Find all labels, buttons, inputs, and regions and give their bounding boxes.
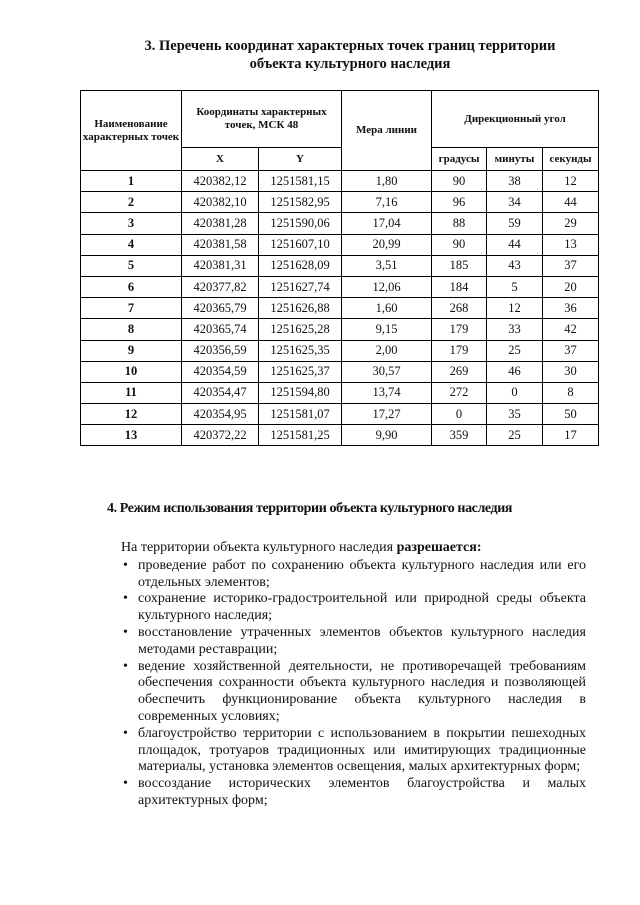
line-length: 13,74 xyxy=(342,382,432,403)
line-length: 2,00 xyxy=(342,340,432,361)
line-length: 12,06 xyxy=(342,276,432,297)
line-length: 1,60 xyxy=(342,298,432,319)
section-3-title xyxy=(100,37,600,73)
coord-x: 420372,22 xyxy=(182,425,259,446)
angle-degrees: 185 xyxy=(432,255,487,276)
angle-minutes: 0 xyxy=(487,382,543,403)
table-row xyxy=(81,425,599,446)
point-number: 9 xyxy=(81,340,182,361)
coord-x: 420354,59 xyxy=(182,361,259,382)
intro-text: На территории объекта культурного наследия xyxy=(121,540,397,555)
angle-seconds: 13 xyxy=(543,234,599,255)
line-length: 7,16 xyxy=(342,192,432,213)
coord-y: 1251626,88 xyxy=(259,298,342,319)
coord-y: 1251582,95 xyxy=(259,192,342,213)
angle-degrees: 269 xyxy=(432,361,487,382)
line-length: 20,99 xyxy=(342,234,432,255)
header-direction-angle: Дирекционный угол xyxy=(432,91,599,148)
point-number: 12 xyxy=(81,404,182,425)
coord-x: 420381,31 xyxy=(182,255,259,276)
table-row xyxy=(81,298,599,319)
angle-seconds: 50 xyxy=(543,404,599,425)
angle-minutes: 46 xyxy=(487,361,543,382)
list-item: • восстановление утраченных элементов объектов культурного наследия методами реставрации; xyxy=(138,625,586,659)
section-4-title: 4. Режим использования территории объекта культурного наследия xyxy=(107,501,513,516)
table-row xyxy=(81,276,599,297)
list-item: • сохранение историко-градостроительной или природной среды объекта культурного наследия; xyxy=(138,591,586,625)
list-item: • проведение работ по сохранению объекта культурного наследия или его отдельных элементов; xyxy=(138,558,586,592)
coord-y: 1251594,80 xyxy=(259,382,342,403)
coord-x: 420354,47 xyxy=(182,382,259,403)
angle-seconds: 42 xyxy=(543,319,599,340)
table-row xyxy=(81,213,599,234)
angle-minutes: 34 xyxy=(487,192,543,213)
table-row xyxy=(81,382,599,403)
point-number: 8 xyxy=(81,319,182,340)
point-number: 2 xyxy=(81,192,182,213)
coord-x: 420354,95 xyxy=(182,404,259,425)
coord-x: 420365,74 xyxy=(182,319,259,340)
intro-bold: разрешается: xyxy=(396,540,482,555)
line-length: 9,15 xyxy=(342,319,432,340)
table-row xyxy=(81,361,599,382)
point-number: 10 xyxy=(81,361,182,382)
angle-degrees: 90 xyxy=(432,171,487,192)
header-coordinates: Координаты характерных точек, МСК 48 xyxy=(182,91,342,148)
header-degrees: градусы xyxy=(432,148,487,171)
section-4-body xyxy=(121,540,586,810)
angle-degrees: 184 xyxy=(432,276,487,297)
list-item: • ведение хозяйственной деятельности, не противоречащей требованиям обеспечения сохранности объекта культурного наследия и позволяющей обеспечить функционирование объекта культурного наследия в современных условиях; xyxy=(138,659,586,726)
point-number: 7 xyxy=(81,298,182,319)
coord-y: 1251628,09 xyxy=(259,255,342,276)
coord-y: 1251625,35 xyxy=(259,340,342,361)
angle-seconds: 12 xyxy=(543,171,599,192)
coord-x: 420381,58 xyxy=(182,234,259,255)
line-length: 3,51 xyxy=(342,255,432,276)
coord-x: 420382,12 xyxy=(182,171,259,192)
section-3-title-line1: 3. Перечень координат характерных точек границ территории xyxy=(144,38,556,54)
coord-x: 420377,82 xyxy=(182,276,259,297)
angle-degrees: 179 xyxy=(432,319,487,340)
coord-y: 1251625,28 xyxy=(259,319,342,340)
line-length: 30,57 xyxy=(342,361,432,382)
angle-seconds: 8 xyxy=(543,382,599,403)
angle-degrees: 96 xyxy=(432,192,487,213)
coord-y: 1251625,37 xyxy=(259,361,342,382)
point-number: 6 xyxy=(81,276,182,297)
angle-seconds: 37 xyxy=(543,340,599,361)
coord-x: 420365,79 xyxy=(182,298,259,319)
angle-seconds: 17 xyxy=(543,425,599,446)
angle-seconds: 29 xyxy=(543,213,599,234)
header-minutes: минуты xyxy=(487,148,543,171)
section-3-title-line2: объекта культурного наследия xyxy=(249,56,451,72)
angle-seconds: 20 xyxy=(543,276,599,297)
table-row xyxy=(81,234,599,255)
table-row xyxy=(81,404,599,425)
angle-degrees: 0 xyxy=(432,404,487,425)
point-number: 5 xyxy=(81,255,182,276)
coord-y: 1251627,74 xyxy=(259,276,342,297)
list-item: • благоустройство территории с использованием в покрытии пешеходных площадок, тротуаров традиционных или имитирующих традиционные материалы, установка элементов освещения, малых архитектурных форм; xyxy=(138,726,586,776)
angle-minutes: 12 xyxy=(487,298,543,319)
angle-minutes: 35 xyxy=(487,404,543,425)
point-number: 1 xyxy=(81,171,182,192)
header-seconds: секунды xyxy=(543,148,599,171)
coord-y: 1251607,10 xyxy=(259,234,342,255)
angle-minutes: 25 xyxy=(487,340,543,361)
line-length: 1,80 xyxy=(342,171,432,192)
angle-minutes: 38 xyxy=(487,171,543,192)
coord-y: 1251581,07 xyxy=(259,404,342,425)
angle-degrees: 90 xyxy=(432,234,487,255)
angle-seconds: 37 xyxy=(543,255,599,276)
table-row xyxy=(81,192,599,213)
angle-degrees: 179 xyxy=(432,340,487,361)
angle-seconds: 44 xyxy=(543,192,599,213)
angle-degrees: 272 xyxy=(432,382,487,403)
header-point-name: Наименование характерных точек xyxy=(81,91,182,171)
permitted-activities-list xyxy=(121,558,586,810)
header-line-length: Мера линии xyxy=(342,91,432,171)
coord-y: 1251590,06 xyxy=(259,213,342,234)
table-row xyxy=(81,171,599,192)
header-y: Y xyxy=(259,148,342,171)
point-number: 4 xyxy=(81,234,182,255)
point-number: 3 xyxy=(81,213,182,234)
angle-minutes: 44 xyxy=(487,234,543,255)
angle-minutes: 59 xyxy=(487,213,543,234)
angle-minutes: 43 xyxy=(487,255,543,276)
coord-x: 420382,10 xyxy=(182,192,259,213)
list-item: • воссоздание исторических элементов благоустройства и малых архитектурных форм; xyxy=(138,776,586,810)
header-x: X xyxy=(182,148,259,171)
angle-minutes: 5 xyxy=(487,276,543,297)
point-number: 11 xyxy=(81,382,182,403)
line-length: 17,04 xyxy=(342,213,432,234)
point-number: 13 xyxy=(81,425,182,446)
angle-seconds: 36 xyxy=(543,298,599,319)
angle-minutes: 25 xyxy=(487,425,543,446)
coord-y: 1251581,15 xyxy=(259,171,342,192)
table-row xyxy=(81,319,599,340)
line-length: 9,90 xyxy=(342,425,432,446)
coord-x: 420356,59 xyxy=(182,340,259,361)
angle-degrees: 268 xyxy=(432,298,487,319)
angle-minutes: 33 xyxy=(487,319,543,340)
table-row xyxy=(81,255,599,276)
table-row xyxy=(81,340,599,361)
angle-degrees: 359 xyxy=(432,425,487,446)
coord-y: 1251581,25 xyxy=(259,425,342,446)
angle-seconds: 30 xyxy=(543,361,599,382)
coord-x: 420381,28 xyxy=(182,213,259,234)
angle-degrees: 88 xyxy=(432,213,487,234)
coordinates-table xyxy=(80,90,599,446)
line-length: 17,27 xyxy=(342,404,432,425)
section-4-intro xyxy=(121,540,586,557)
